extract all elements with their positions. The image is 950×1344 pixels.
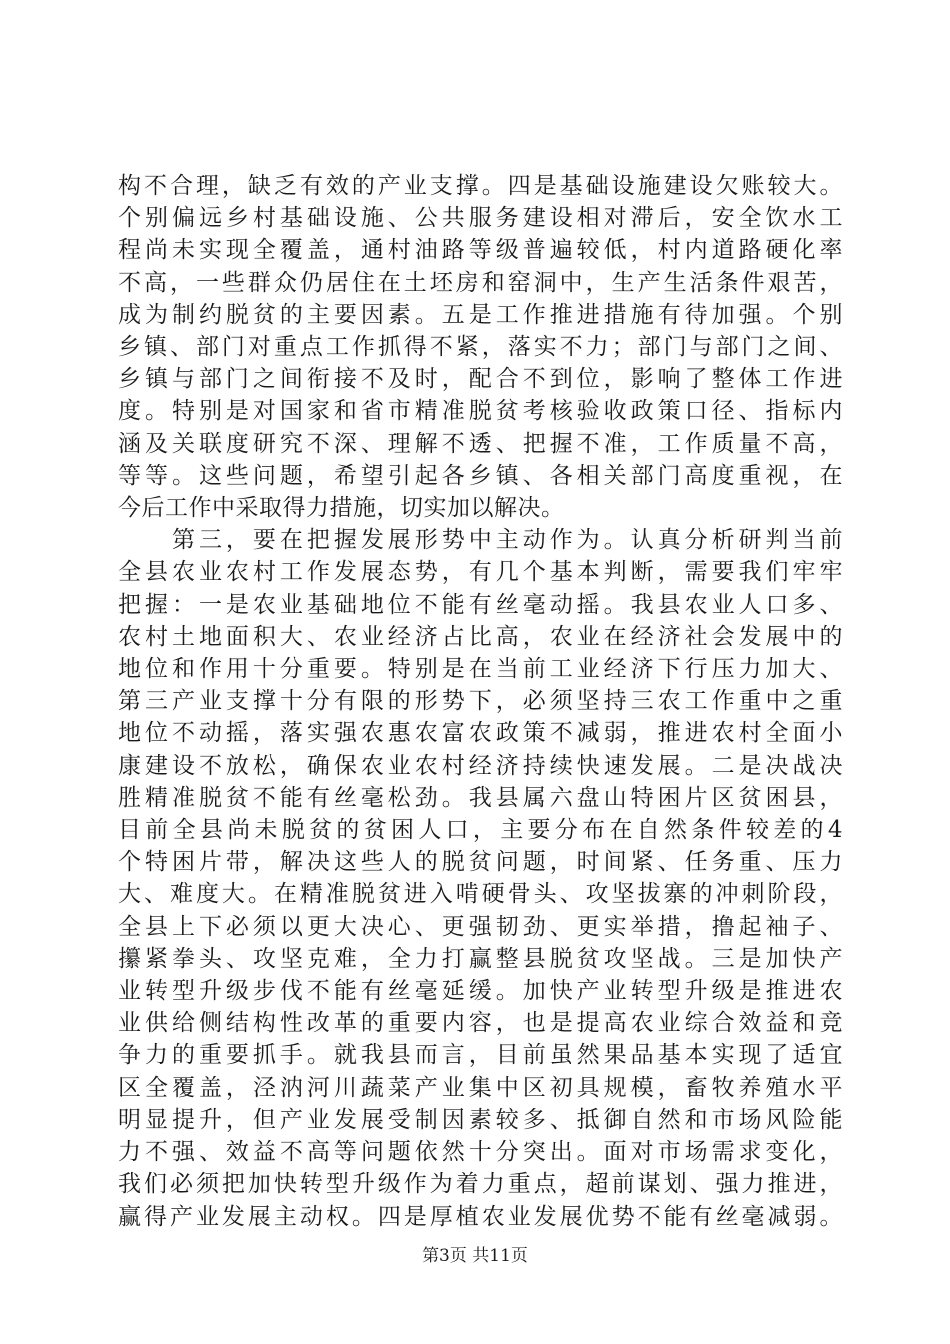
text-line: 成为制约脱贫的主要因素。五是工作推进措施有待加强。个别 — [118, 301, 843, 328]
text-line: 乡镇与部门之间衔接不及时，配合不到位，影响了整体工作进 — [118, 366, 843, 393]
text-line: 乡镇、部门对重点工作抓得不紧，落实不力；部门与部门之间、 — [118, 334, 843, 361]
text-line: 目前全县尚未脱贫的贫困人口，主要分布在自然条件较差的4 — [118, 817, 843, 844]
page-footer: 第3页 共11页 — [422, 1246, 528, 1266]
text-line: 业供给侧结构性改革的重要内容，也是提高农业综合效益和竞 — [118, 1010, 843, 1037]
text-line: 度。特别是对国家和省市精准脱贫考核验收政策口径、指标内 — [118, 398, 843, 425]
text-line: 把握：一是农业基础地位不能有丝毫动摇。我县农业人口多、 — [118, 591, 843, 618]
text-line: 第三产业支撑十分有限的形势下，必须坚持三农工作重中之重 — [118, 688, 843, 715]
text-line: 不高，一些群众仍居住在土坯房和窑洞中，生产生活条件艰苦， — [118, 269, 843, 296]
body-text — [118, 170, 843, 1233]
text-line: 区全覆盖，泾汭河川蔬菜产业集中区初具规模，畜牧养殖水平 — [118, 1074, 843, 1101]
text-line: 赢得产业发展主动权。四是厚植农业发展优势不能有丝毫减弱。 — [118, 1203, 843, 1230]
text-line: 构不合理，缺乏有效的产业支撑。四是基础设施建设欠账较大。 — [118, 173, 843, 199]
text-line: 康建设不放松，确保农业农村经济持续快速发展。二是决战决 — [118, 752, 843, 779]
text-line: 农村土地面积大、农业经济占比高，农业在经济社会发展中的 — [118, 623, 843, 650]
text-line: 个别偏远乡村基础设施、公共服务建设相对滞后，安全饮水工 — [118, 205, 843, 232]
text-line: 等等。这些问题，希望引起各乡镇、各相关部门高度重视，在 — [118, 462, 843, 489]
text-line: 争力的重要抓手。就我县而言，目前虽然果品基本实现了适宜 — [118, 1042, 843, 1069]
text-line: 地位和作用十分重要。特别是在当前工业经济下行压力加大、 — [118, 656, 843, 683]
text-line: 涵及关联度研究不深、理解不透、把握不准，工作质量不高， — [118, 430, 843, 457]
text-line: 程尚未实现全覆盖，通村油路等级普遍较低，村内道路硬化率 — [118, 237, 843, 264]
text-line: 我们必须把加快转型升级作为着力重点，超前谋划、强力推进， — [118, 1171, 843, 1198]
text-line: 攥紧拳头、攻坚克难，全力打赢整县脱贫攻坚战。三是加快产 — [118, 945, 843, 972]
text-line: 明显提升，但产业发展受制因素较多、抵御自然和市场风险能 — [118, 1106, 843, 1133]
text-line: 力不强、效益不高等问题依然十分突出。面对市场需求变化， — [118, 1139, 843, 1166]
text-line: 胜精准脱贫不能有丝毫松劲。我县属六盘山特困片区贫困县， — [118, 784, 843, 811]
text-line: 全县上下必须以更大决心、更强韧劲、更实举措，撸起袖子、 — [118, 913, 843, 940]
text-line: 第三，要在把握发展形势中主动作为。认真分析研判当前 — [118, 527, 843, 554]
text-line: 全县农业农村工作发展态势，有几个基本判断，需要我们牢牢 — [118, 559, 843, 586]
text-line: 大、难度大。在精准脱贫进入啃硬骨头、攻坚拔寨的冲刺阶段， — [118, 881, 843, 908]
text-line: 今后工作中采取得力措施，切实加以解决。 — [118, 495, 565, 522]
text-line: 业转型升级步伐不能有丝毫延缓。加快产业转型升级是推进农 — [118, 978, 843, 1005]
text-line: 地位不动摇，落实强农惠农富农政策不减弱，推进农村全面小 — [118, 720, 843, 747]
text-line: 个特困片带，解决这些人的脱贫问题，时间紧、任务重、压力 — [118, 849, 843, 876]
